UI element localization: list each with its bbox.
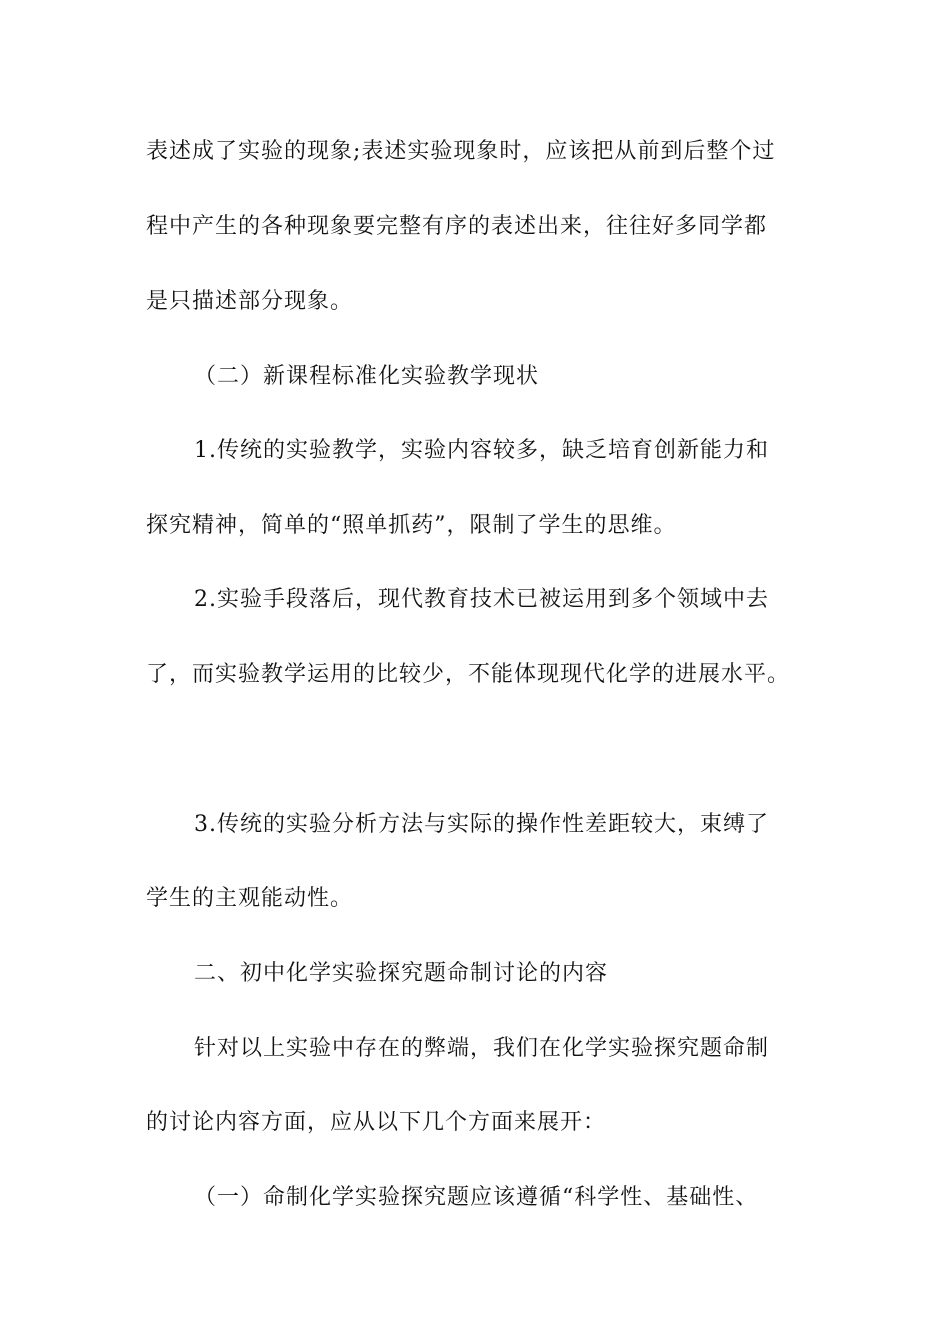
paragraph-line: 是只描述部分现象。 (146, 289, 354, 314)
list-item-line: 了，而实验教学运用的比较少，不能体现现代化学的进展水平。 (146, 662, 791, 687)
paragraph-line: 的讨论内容方面，应从以下几个方面来展开： (146, 1110, 607, 1135)
section-heading: （二）新课程标准化实验教学现状 (194, 364, 540, 389)
list-item-line: 2.实验手段落后，现代教育技术已被运用到多个领域中去 (194, 587, 769, 612)
list-item-line: 学生的主观能动性。 (146, 886, 354, 911)
list-item-line: 探究精神，简单的“照单抓药”，限制了学生的思维。 (146, 513, 677, 538)
paragraph-line: 程中产生的各种现象要完整有序的表述出来，往往好多同学都 (146, 214, 768, 239)
paragraph-line: 表述成了实验的现象;表述实验现象时，应该把从前到后整个过 (146, 139, 776, 164)
list-item-line: 1.传统的实验教学，实验内容较多，缺乏培育创新能力和 (194, 438, 769, 463)
section-heading: 二、初中化学实验探究题命制讨论的内容 (194, 961, 609, 986)
subsection-heading: （一）命制化学实验探究题应该遵循“科学性、基础性、 (194, 1185, 759, 1210)
list-item-line: 3.传统的实验分析方法与实际的操作性差距较大，束缚了 (194, 812, 769, 837)
paragraph-line: 针对以上实验中存在的弊端，我们在化学实验探究题命制 (194, 1036, 770, 1061)
